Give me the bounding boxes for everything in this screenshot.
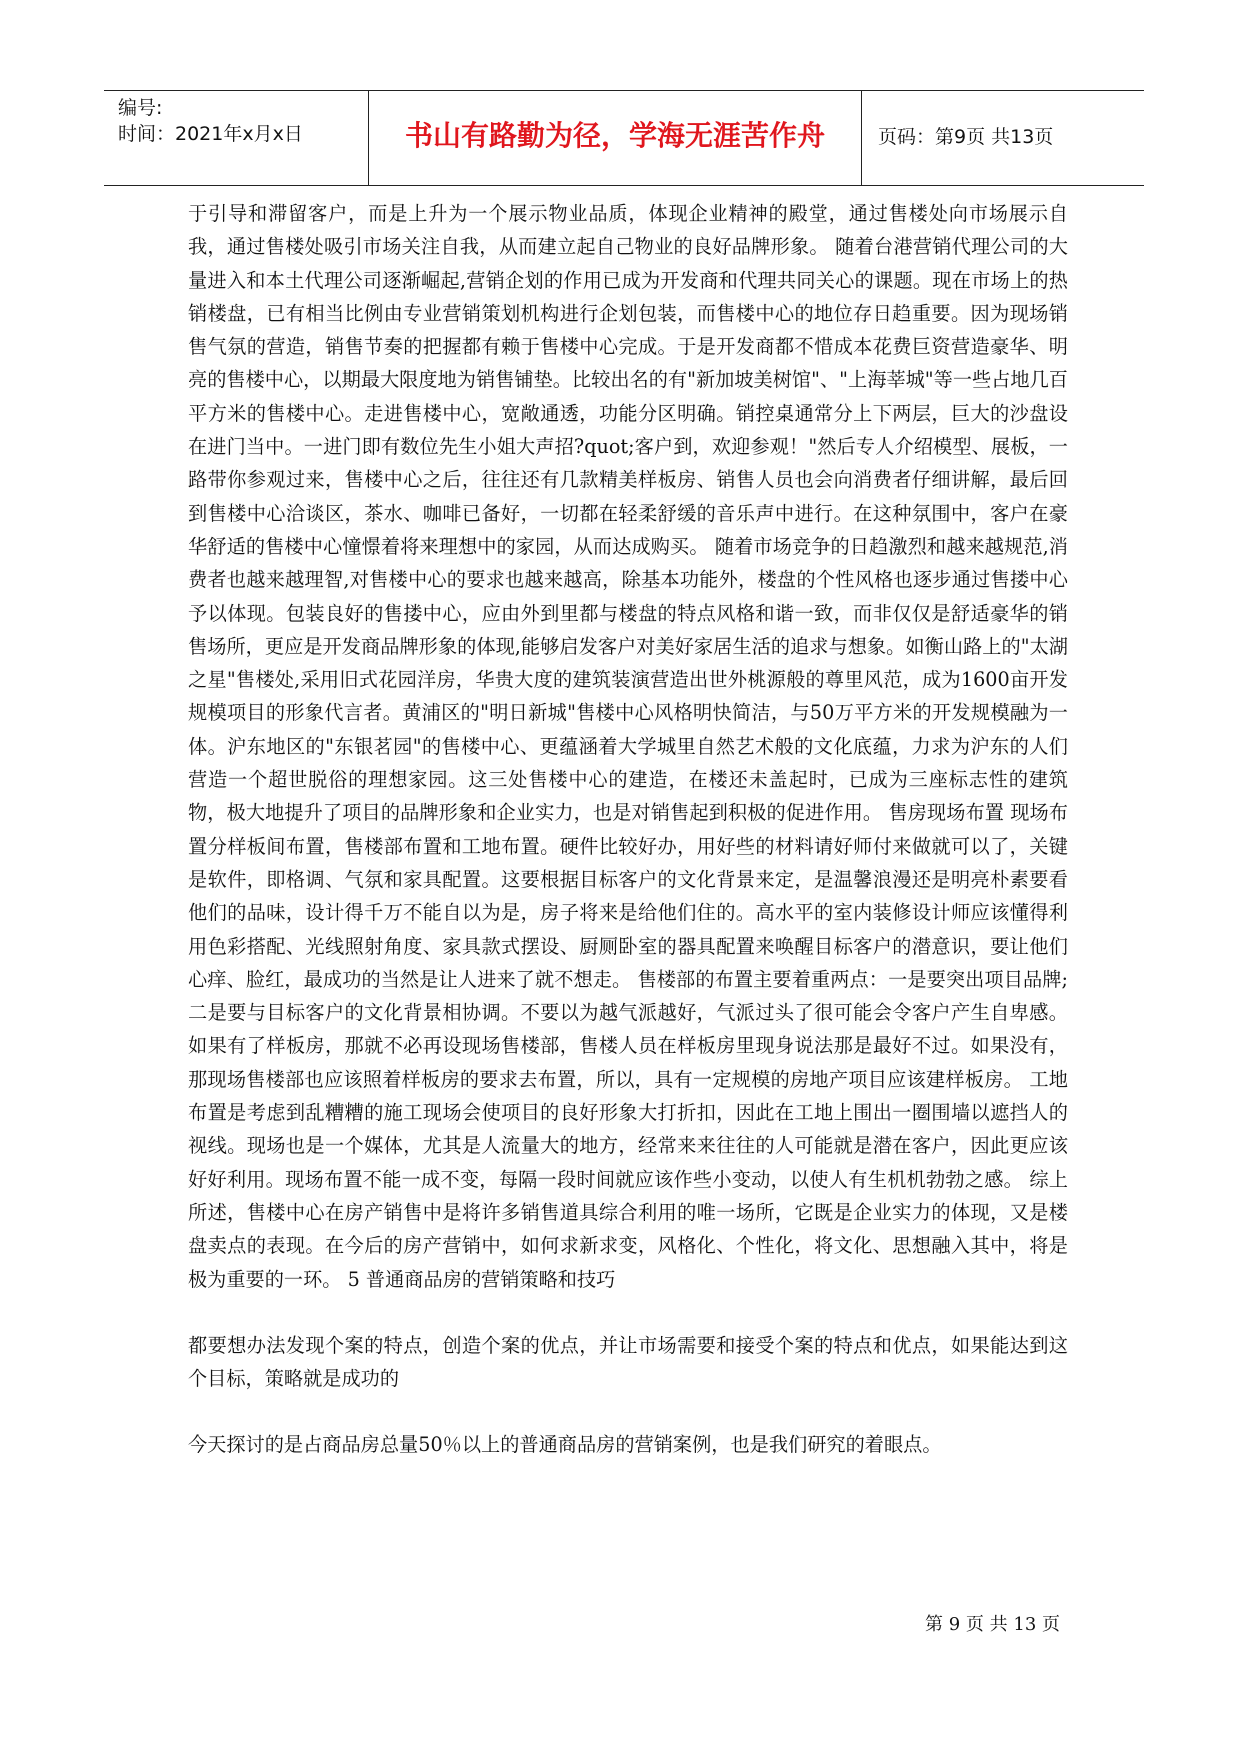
page-header [104,90,1144,186]
header-meta-cell [104,91,369,185]
document-body [188,197,1068,1462]
header-page-number: 页码：第9页 共13页 [878,126,1054,148]
body-paragraph: 于引导和滞留客户，而是上升为一个展示物业品质，体现企业精神的殿堂，通过售楼处向市场展示自我，通过售楼处吸引市场关注自我，从而建立起自己物业的良好品牌形象。 随着台港营销代理公司的大量进入和本土代理公司逐渐崛起,营销企划的作用已成为开发商和代理共同关心的课题。现在市场上的热销楼盘，已有相当比例由专业营销策划机构进行企划包装，而售楼中心的地位存日趋重要。因为现场销售气氛的营造，销售节奏的把握都有赖于售楼中心完成。于是开发商都不惜成本花费巨资营造豪华、明亮的售楼中心，以期最大限度地为销售铺垫。比较出名的有"新加坡美树馆"、"上海莘城"等一些占地几百平方米的售楼中心。走进售楼中心，宽敞通透，功能分区明确。销控桌通常分上下两层，巨大的沙盘设在进门当中。一进门即有数位先生小姐大声招?quot;客户到，欢迎参观！"然后专人介绍模型、展板，一路带你参观过来，售楼中心之后，往往还有几款精美样板房、销售人员也会向消费者仔细讲解，最后回到售楼中心洽谈区，茶水、咖啡已备好，一切都在轻柔舒缓的音乐声中进行。在这种氛围中，客户在豪华舒适的售楼中心憧憬着将来理想中的家园，从而达成购买。 随着市场竞争的日趋激烈和越来越规范,消费者也越来越理智,对售楼中心的要求也越来越高，除基本功能外，楼盘的个性风格也逐步通过售搂中心予以体现。包装良好的售搂中心，应由外到里都与楼盘的特点风格和谐一致，而非仅仅是舒适豪华的销售场所，更应是开发商品牌形象的体现,能够启发客户对美好家居生活的追求与想象。如衡山路上的"太湖之星"售楼处,采用旧式花园洋房，华贵大度的建筑装演营造出世外桃源般的尊里风范，成为1600亩开发规模项目的形象代言者。黄浦区的"明日新城"售楼中心风格明快简洁，与50万平方米的开发规模融为一体。沪东地区的"东银茗园"的售楼中心、更蕴涵着大学城里自然艺术般的文化底蕴，力求为沪东的人们营造一个超世脱俗的理想家园。这三处售楼中心的建造，在楼还未盖起时，已成为三座标志性的建筑物，极大地提升了项目的品牌形象和企业实力，也是对销售起到积极的促进作用。 售房现场布置 现场布置分样板间布置，售楼部布置和工地布置。硬件比较好办，用好些的材料请好师付来做就可以了，关键是软件，即格调、气氛和家具配置。这要根据目标客户的文化背景来定，是温馨浪漫还是明亮朴素要看他们的品味，设计得千万不能自以为是，房子将来是给他们住的。高水平的室内装修设计师应该懂得利用色彩搭配、光线照射角度、家具款式摆设、厨厕卧室的器具配置来唤醒目标客户的潜意识，要让他们心痒、脸红，最成功的当然是让人进来了就不想走。 售楼部的布置主要着重两点：一是要突出项目品牌; 二是要与目标客户的文化背景相协调。不要以为越气派越好，气派过头了很可能会令客户产生自卑感。 如果有了样板房，那就不必再设现场售楼部，售楼人员在样板房里现身说法那是最好不过。如果没有，那现场售楼部也应该照着样板房的要求去布置，所以，具有一定规模的房地产项目应该建样板房。 工地布置是考虑到乱糟糟的施工现场会使项目的良好形象大打折扣，因此在工地上围出一圈围墙以遮挡人的视线。现场也是一个媒体，尤其是人流量大的地方，经常来来往往的人可能就是潜在客户，因此更应该好好利用。现场布置不能一成不变，每隔一段时间就应该作些小变动，以使人有生机机勃勃之感。 综上所述，售楼中心在房产销售中是将许多销售道具综合利用的唯一场所，它既是企业实力的体现，又是楼盘卖点的表现。在今后的房产营销中，如何求新求变，风格化、个性化，将文化、思想融入其中，将是极为重要的一环。 5 普通商品房的营销策略和技巧 [188,202,1068,1291]
header-motto-cell [369,91,862,185]
header-motto: 书山有路勤为径，学海无涯苦作舟 [404,119,825,152]
body-paragraph: 今天探讨的是占商品房总量50％以上的普通商品房的营销案例，也是我们研究的着眼点。 [188,1433,942,1457]
body-paragraph: 都要想办法发现个案的特点，创造个案的优点，并让市场需要和接受个案的特点和优点，如果能达到这个目标，策略就是成功的 [188,1333,1068,1391]
document-time-label: 时间：2021年x月x日 [118,123,303,145]
header-page-cell [862,91,1144,185]
document-code-label: 编号: [118,97,163,119]
page-footer-number: 第 9 页 共 13 页 [925,1614,1060,1635]
